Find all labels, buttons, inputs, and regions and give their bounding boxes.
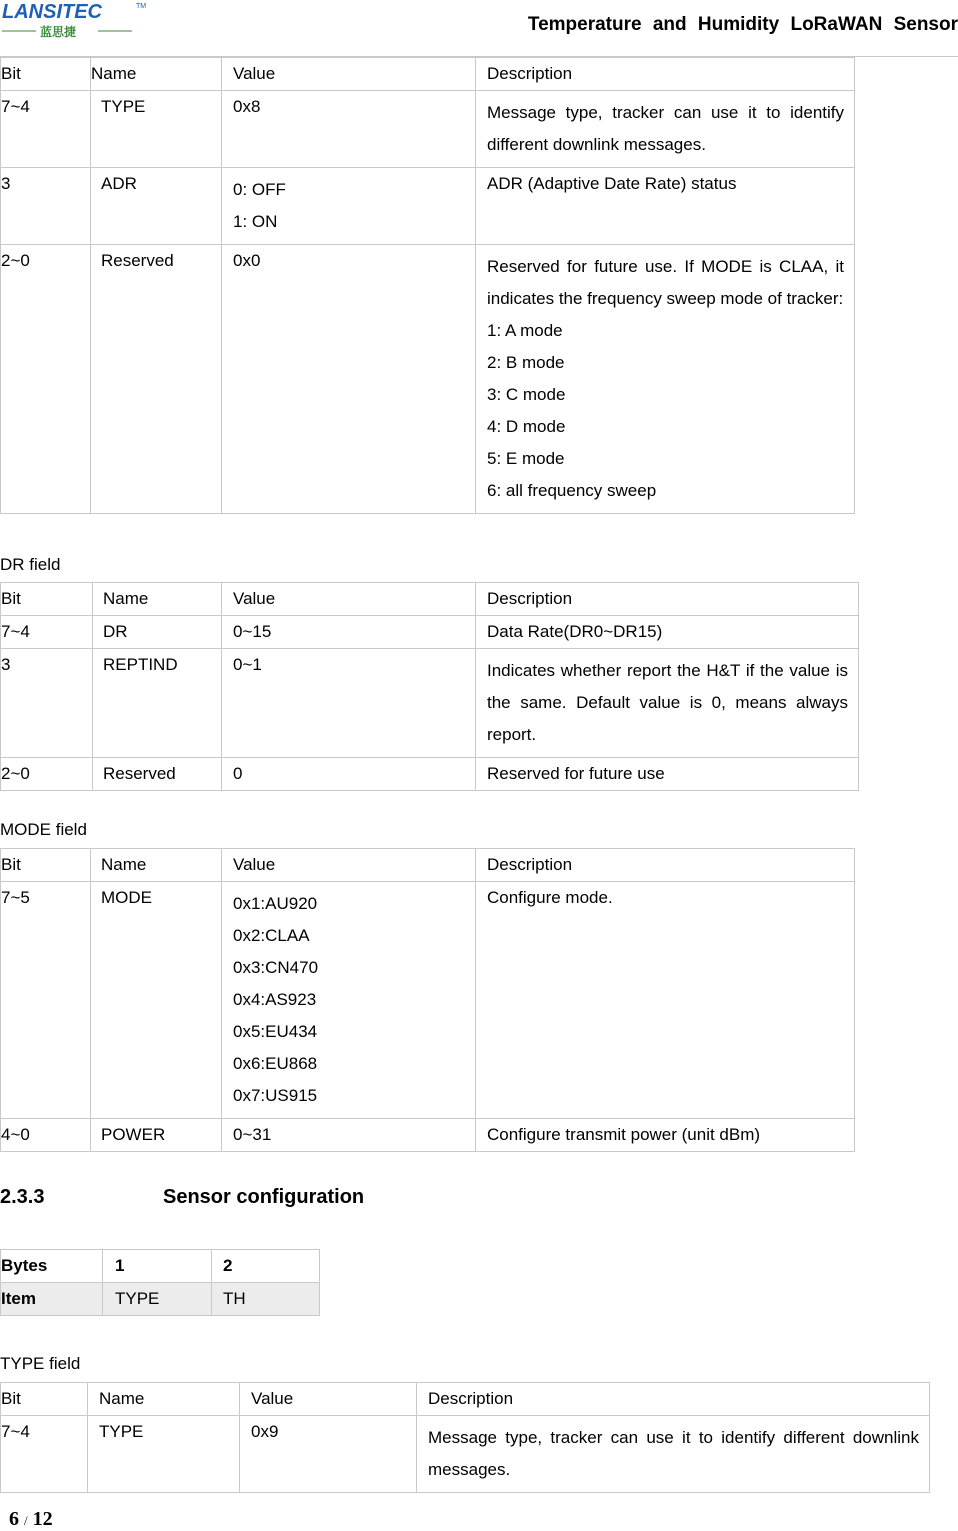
table-row [1,168,855,245]
header-cell-bit: Bit [1,849,91,882]
name-cell: MODE [91,882,222,1119]
dr-field-caption: DR field [0,555,61,574]
lansitec-logo-graphic [0,0,160,44]
item-row [1,1283,320,1316]
trademark-mark: TM [136,3,147,10]
bit-cell: 7~4 [1,91,91,168]
bytes-row [1,1250,320,1283]
description-cell: Configure mode. [476,882,855,1119]
table-header-row [1,1383,930,1416]
bit-cell: 3 [1,649,93,758]
type-field-table [0,57,855,514]
sensor-config-bytes-table [0,1249,320,1316]
value-cell: 0x9 [240,1416,417,1493]
table-header-row [1,58,855,91]
description-cell: Indicates whether report the H&T if the value is the same. Default value is 0, means always report. [476,649,859,758]
type-field-caption: TYPE field [0,1354,81,1373]
name-cell: REPTIND [93,649,222,758]
dr-field-table [0,582,859,791]
item-th-cell: TH [212,1283,320,1316]
value-cell: 0x8 [222,91,476,168]
description-cell: Data Rate(DR0~DR15) [476,616,859,649]
logo-wordmark: LANSITEC [2,1,102,23]
header-cell-value: Value [222,58,476,91]
header-cell-description: Description [417,1383,930,1416]
bit-cell: 7~4 [1,1416,88,1493]
table-row [1,91,855,168]
table-row [1,1119,855,1152]
name-cell: Reserved [93,758,222,791]
table-header-row [1,849,855,882]
sensor-type-field-table [0,1382,930,1493]
page-separator: / [24,1513,28,1528]
bit-cell: 4~0 [1,1119,91,1152]
value-cell: 0 [222,758,476,791]
description-cell: Reserved for future use [476,758,859,791]
section-title-text: Sensor configuration [163,1186,365,1208]
table-header-row [1,583,859,616]
name-cell: Reserved [91,245,222,514]
company-logo [0,0,160,44]
bit-cell: 7~5 [1,882,91,1119]
value-cell: 0~15 [222,616,476,649]
name-cell: ADR [91,168,222,245]
item-type-cell: TYPE [103,1283,212,1316]
table-row [1,758,859,791]
name-cell: TYPE [88,1416,240,1493]
document-header-title: Temperature and Humidity LoRaWAN Sensor [527,14,958,35]
table-row [1,1416,930,1493]
table-row [1,245,855,514]
bit-cell: 2~0 [1,758,93,791]
section-heading [0,1186,364,1209]
name-cell: TYPE [91,91,222,168]
logo-chinese-text: 蓝思捷 [40,25,77,39]
total-pages: 12 [32,1508,53,1530]
header-cell-value: Value [240,1383,417,1416]
table-row [1,882,855,1119]
byte-2-cell: 2 [212,1250,320,1283]
description-cell: Configure transmit power (unit dBm) [476,1119,855,1152]
header-cell-bit: Bit [1,58,91,91]
bit-cell: 7~4 [1,616,93,649]
description-cell: Message type, tracker can use it to identify different downlink messages. [476,91,855,168]
header-cell-bit: Bit [1,1383,88,1416]
value-cell: 0~31 [222,1119,476,1152]
header-cell-name: Name [91,849,222,882]
value-cell: 0x0 [222,245,476,514]
section-number: 2.3.3 [0,1186,45,1208]
value-cell: 0~1 [222,649,476,758]
page-number [9,1508,53,1531]
header-cell-value: Value [222,849,476,882]
header-cell-name: Name [91,58,222,91]
table-row [1,616,859,649]
name-cell: POWER [91,1119,222,1152]
mode-field-table [0,848,855,1152]
header-cell-name: Name [88,1383,240,1416]
value-cell: 0x1:AU920 0x2:CLAA 0x3:CN470 0x4:AS923 0x5:EU434 0x6:EU868 0x7:US915 [222,882,476,1119]
item-label-cell: Item [1,1283,103,1316]
header-cell-value: Value [222,583,476,616]
description-cell: Reserved for future use. If MODE is CLAA, it indicates the frequency sweep mode of tracker: 1: A mode 2: B mode 3: C mode 4: D mode 5: E mode 6: all frequency sweep [476,245,855,514]
header-cell-name: Name [93,583,222,616]
bit-cell: 3 [1,168,91,245]
header-cell-description: Description [476,849,855,882]
header-cell-description: Description [476,58,855,91]
header-cell-bit: Bit [1,583,93,616]
bit-cell: 2~0 [1,245,91,514]
mode-field-caption: MODE field [0,820,87,839]
current-page: 6 [9,1508,19,1530]
description-cell: Message type, tracker can use it to identify different downlink messages. [417,1416,930,1493]
name-cell: DR [93,616,222,649]
description-cell: ADR (Adaptive Date Rate) status [476,168,855,245]
bytes-label-cell: Bytes [1,1250,103,1283]
header-cell-description: Description [476,583,859,616]
table-row [1,649,859,758]
byte-1-cell: 1 [103,1250,212,1283]
value-cell: 0: OFF 1: ON [222,168,476,245]
